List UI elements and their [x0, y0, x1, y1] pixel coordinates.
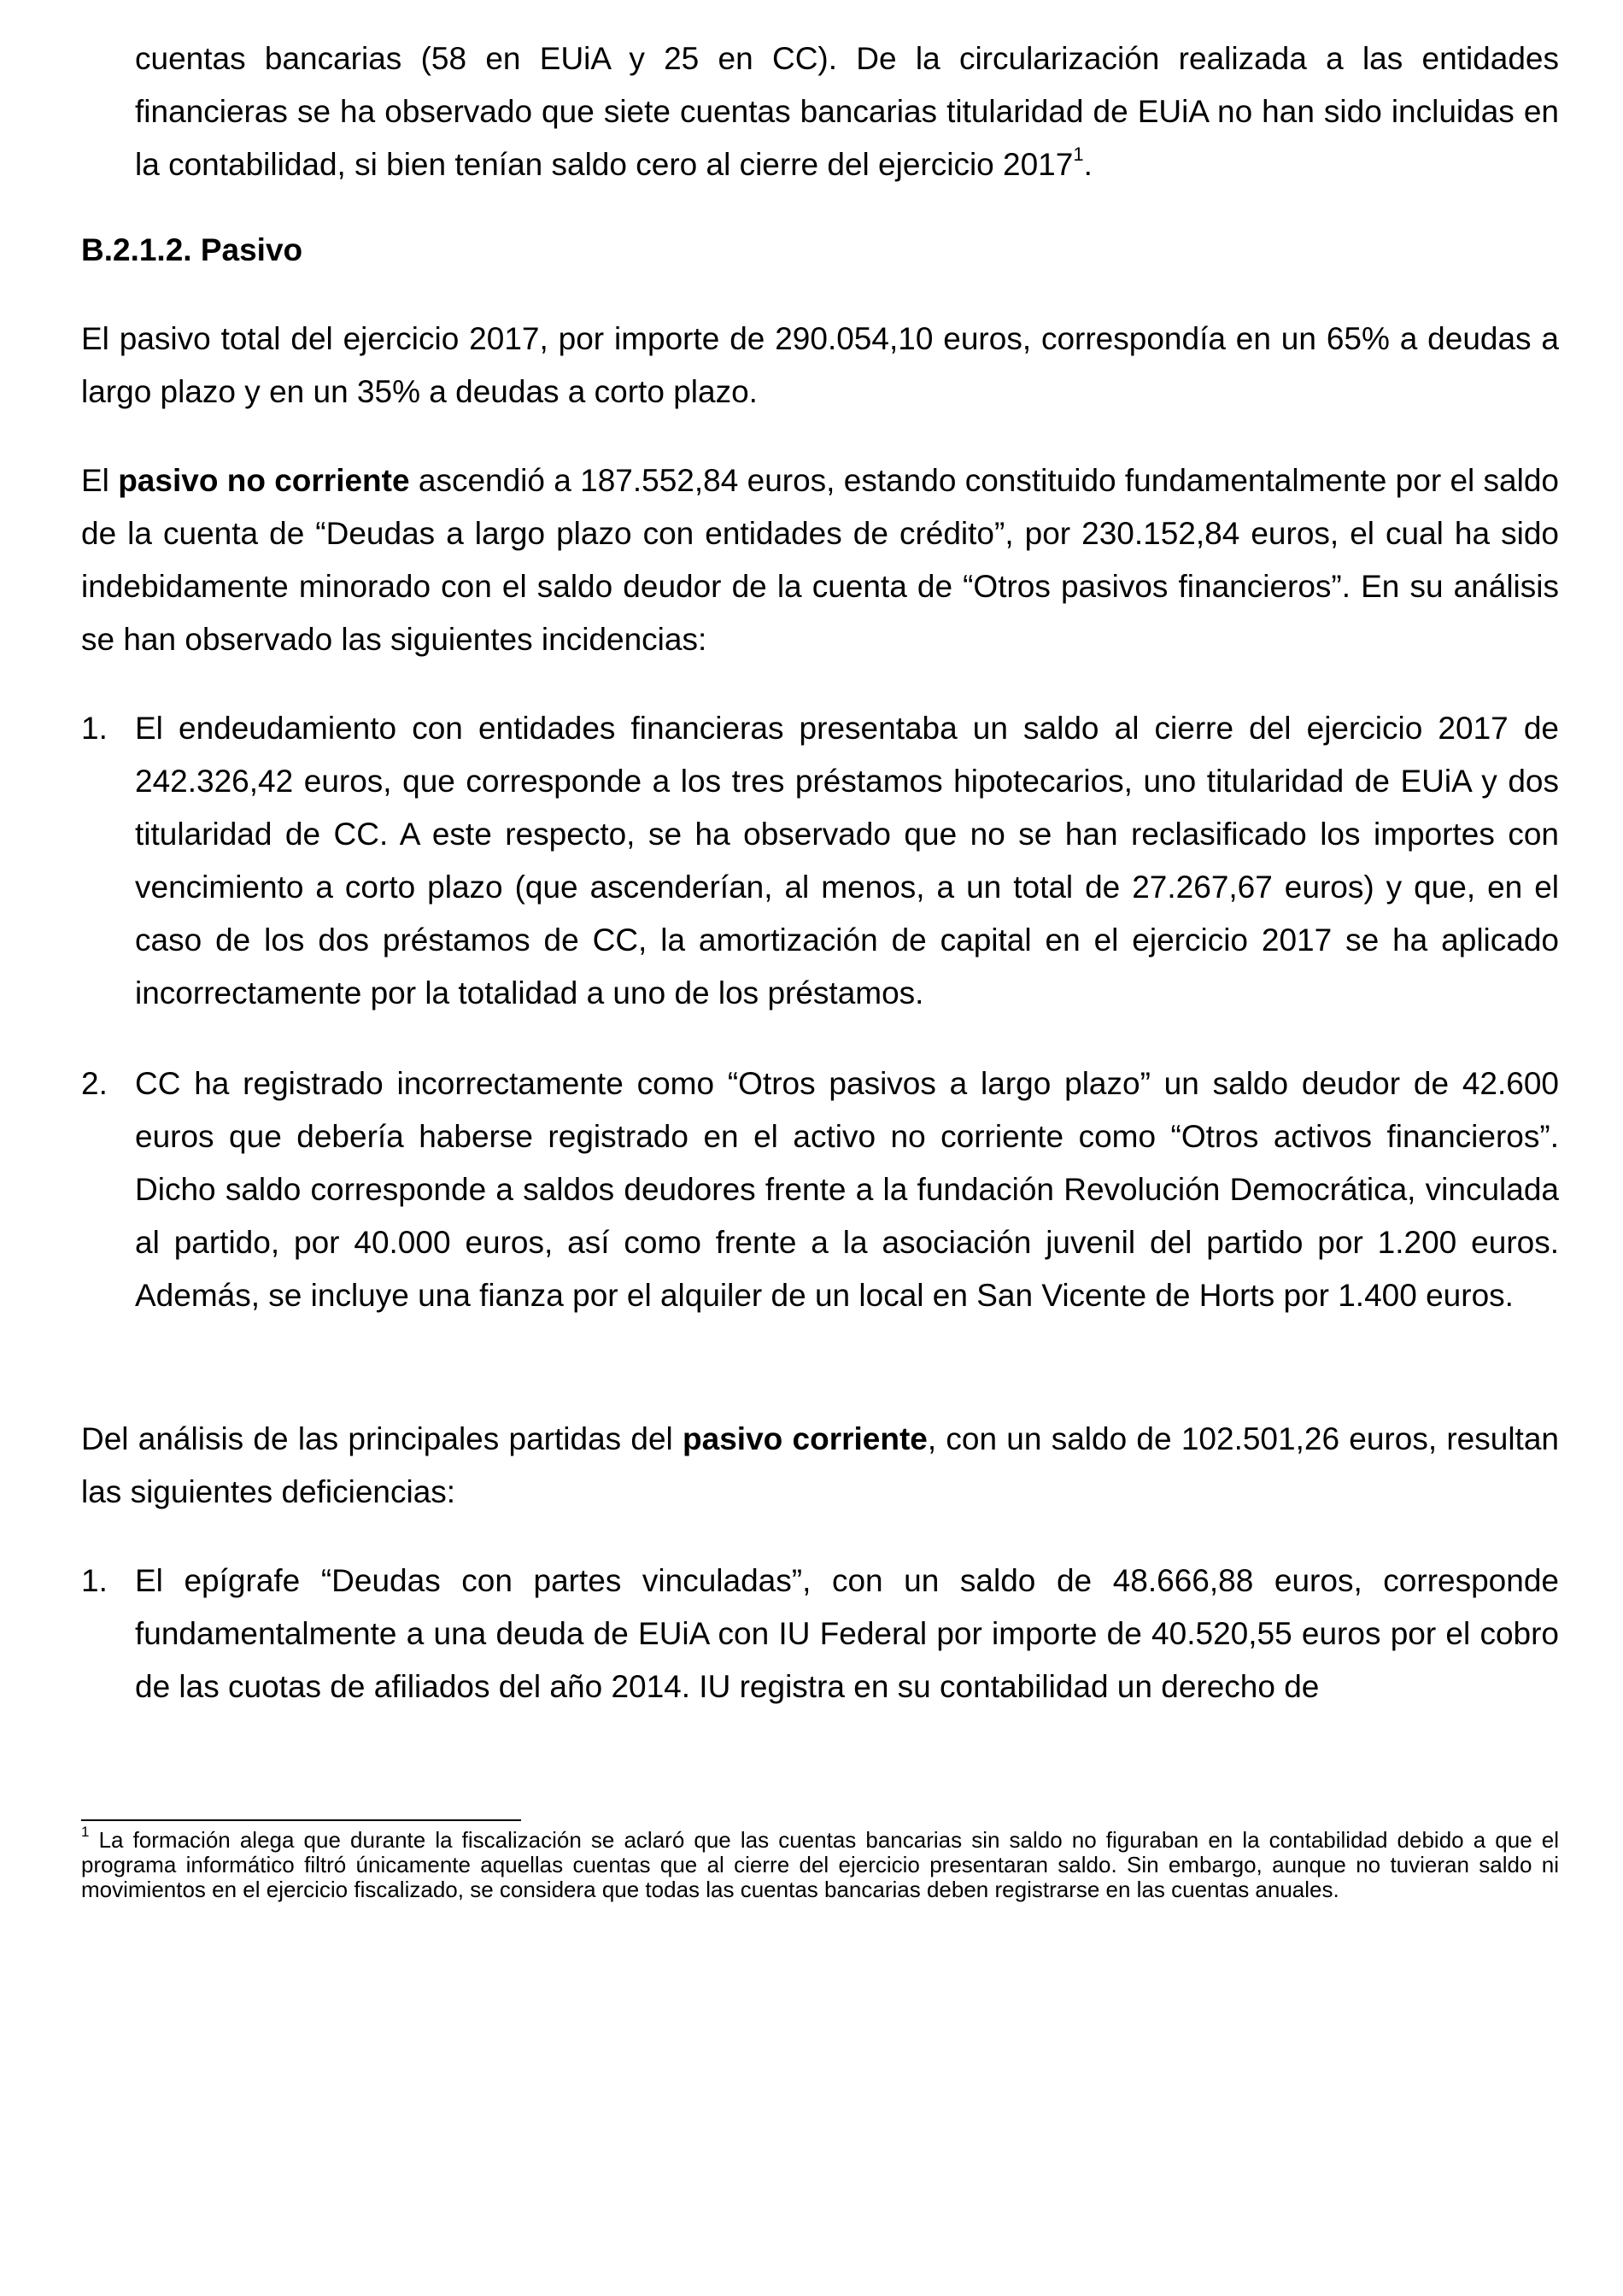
bold-term: pasivo corriente	[683, 1421, 928, 1456]
list-item	[81, 1057, 1559, 1322]
list-item-text: El endeudamiento con entidades financieras presentaba un saldo al cierre del ejercicio 2017 de 242.326,42 euros, que corresponde a los tres préstamos hipotecarios, uno titularidad de EUiA y dos titularidad de CC. A este respecto, se ha observado que no se han reclasificado los importes con vencimiento a corto plazo (que ascenderían, al menos, a un total de 27.267,67 euros) y que, en el caso de los dos préstamos de CC, la amortización de capital en el ejercicio 2017 se ha aplicado incorrectamente por la totalidad a uno de los préstamos.	[135, 711, 1559, 1010]
footnote	[81, 1824, 1559, 1902]
list-number: 1.	[81, 711, 108, 746]
paragraph-pasivo-corriente	[81, 1413, 1559, 1519]
paragraph-rest: , con un saldo de 102.501,26 euros, resultan las siguientes deficiencias:	[81, 1421, 1559, 1509]
list-item	[81, 702, 1559, 1020]
bold-term: pasivo no corriente	[118, 463, 410, 498]
list-number: 1.	[81, 1563, 108, 1598]
paragraph-pasivo-no-corriente	[81, 454, 1559, 666]
intro-end: .	[1083, 147, 1093, 182]
list-item-text: CC ha registrado incorrectamente como “Otros pasivos a largo plazo” un saldo deudor de 42.600 euros que debería haberse registrado en el activo no corriente como “Otros activos financieros”. Dicho saldo corresponde a saldos deudores frente a la fundación Revolución Democrática, vinculada al partido, por 40.000 euros, así como frente a la asociación juvenil del partido por 1.200 euros. Además, se incluye una fianza por el alquiler de un local en San Vicente de Horts por 1.400 euros.	[135, 1066, 1559, 1313]
list-item-text: El epígrafe “Deudas con partes vinculadas”, con un saldo de 48.666,88 euros, corresponde fundamentalmente a una deuda de EUiA con IU Federal por importe de 40.520,55 euros por el cobro de las cuotas de afiliados del año 2014. IU registra en su contabilidad un derecho de	[135, 1563, 1559, 1704]
intro-text: cuentas bancarias (58 en EUiA y 25 en CC). De la circularización realizada a las entidades financieras se ha observado que siete cuentas bancarias titularidad de EUiA no han sido incluidas en la contabilidad, si bien tenían saldo cero al cierre del ejercicio 2017	[135, 41, 1559, 182]
paragraph-lead: El	[81, 463, 119, 498]
intro-paragraph	[135, 32, 1559, 191]
footnote-reference[interactable]: 1	[1073, 143, 1084, 165]
section-heading: B.2.1.2. Pasivo	[81, 232, 303, 267]
list-item	[81, 1555, 1559, 1713]
footnote-text: La formación alega que durante la fiscalización se aclaró que las cuentas bancarias sin saldo no figuraban en la contabilidad debido a que el programa informático filtró únicamente aquellas cuentas que al cierre del ejercicio presentaran saldo. Sin embargo, aunque no tuvieran saldo ni movimientos en el ejercicio fiscalizado, se considera que todas las cuentas bancarias deben registrarse en las cuentas anuales.	[81, 1827, 1559, 1902]
paragraph-lead: Del análisis de las principales partidas del	[81, 1421, 683, 1456]
footnote-separator	[81, 1819, 521, 1821]
list-number: 2.	[81, 1066, 108, 1101]
paragraph-pasivo-total: El pasivo total del ejercicio 2017, por importe de 290.054,10 euros, correspondía en un 65% a deudas a largo plazo y en un 35% a deudas a corto plazo.	[81, 321, 1559, 409]
footnote-number: 1	[81, 1824, 90, 1841]
paragraph-rest: ascendió a 187.552,84 euros, estando constituido fundamentalmente por el saldo de la cuenta de “Deudas a largo plazo con entidades de crédito”, por 230.152,84 euros, el cual ha sido indebidamente minorado con el saldo deudor de la cuenta de “Otros pasivos financieros”. En su análisis se han observado las siguientes incidencias:	[81, 463, 1560, 657]
